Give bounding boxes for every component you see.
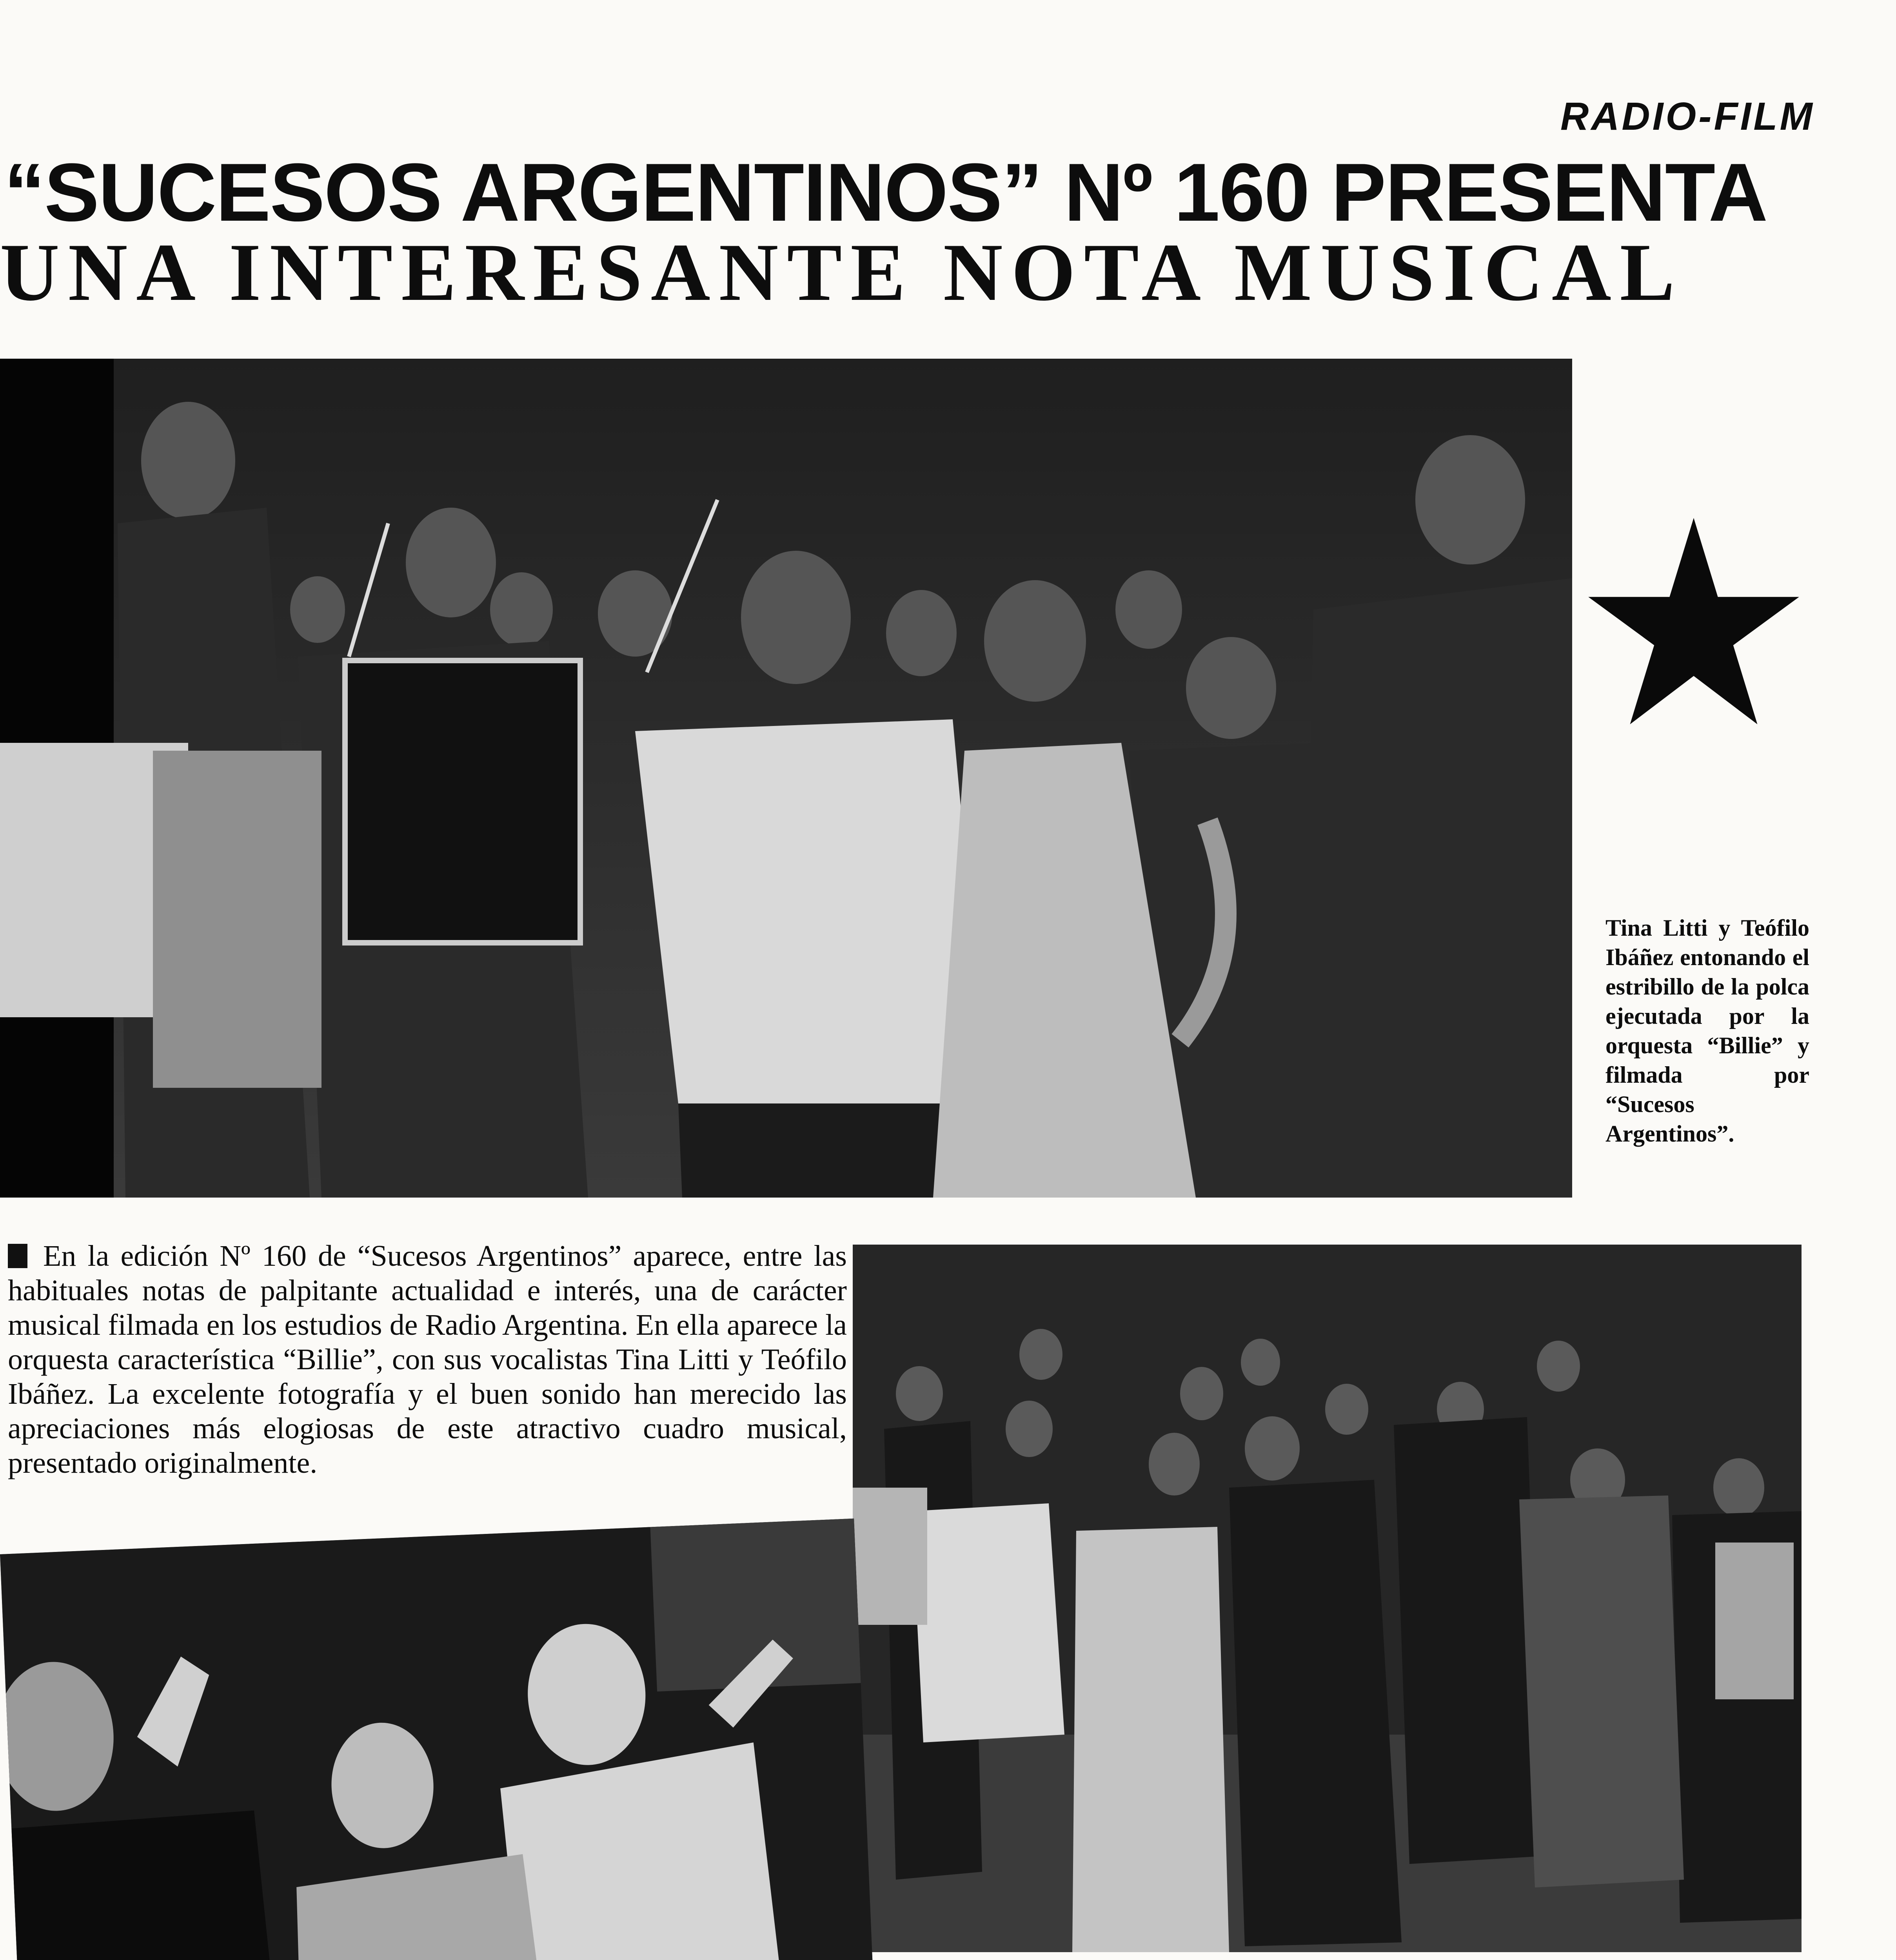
- section-label: RADIO-FILM: [1560, 94, 1815, 138]
- article-text: [8, 1239, 847, 1480]
- headline-line-1: “SUCESOS ARGENTINOS” Nº 160 PRESENTA: [4, 146, 1767, 238]
- photo-top-caption: Tina Litti y Teófilo Ibáñez entonando el estribillo de la polca ejecutada por la orquesta “Billie” y filmada por “Sucesos Argentinos”.: [1605, 915, 1809, 1147]
- photo-orchestra-singing: [0, 359, 1572, 1198]
- photo-orchestra-group: [853, 1245, 1802, 1952]
- article-bullet: [8, 1244, 27, 1268]
- photo-filming-moment: [0, 1519, 892, 1960]
- headline-line-2: UNA INTERESANTE NOTA MUSICAL: [0, 227, 1684, 318]
- star-icon: [1584, 514, 1803, 733]
- article-body: En la edición Nº 160 de “Sucesos Argentinos” aparece, entre las habituales notas de palpitante actualidad e interés, una de carácter musical filmada en los estudios de Radio Argentina. En ella aparece la orquesta característica “Billie”, con sus vocalistas Tina Litti y Teófilo Ibáñez. La excelente fotografía y el buen sonido han merecido las apreciaciones más elogiosas de este atractivo cuadro musical, presentado originalmente.: [8, 1240, 847, 1479]
